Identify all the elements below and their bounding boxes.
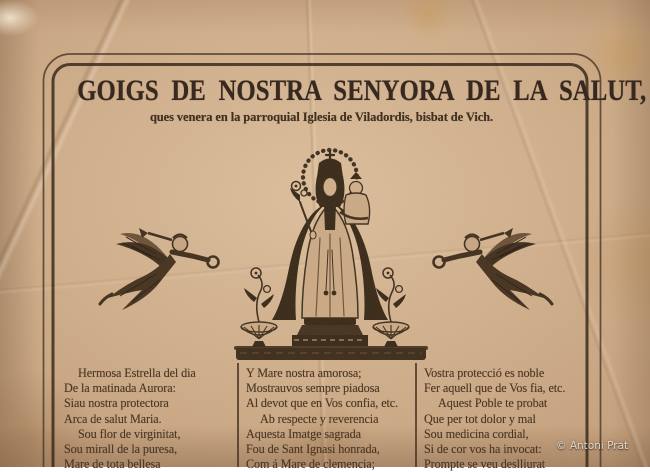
verse-line: Y Mare nostra amorosa;	[246, 366, 362, 380]
crown-icon	[317, 159, 343, 178]
verse-line: Sou medicina cordial,	[424, 426, 529, 441]
verse-column-3	[424, 366, 565, 472]
virgin-figure	[272, 150, 388, 320]
angel-right-icon	[426, 224, 556, 314]
verse-line: Que per tot dolor y mal	[424, 411, 536, 426]
verse-line: Fou de Sant Ignasi honrada,	[246, 441, 380, 456]
verse-line: Si de cor vos ha invocat:	[424, 441, 542, 456]
trumpet-icon	[480, 233, 504, 240]
verse-line: Mare de tota bellesa	[64, 457, 161, 472]
page-title: GOIGS DE NOSTRA SENYORA DE LA SALUT,	[77, 73, 647, 107]
page-subtitle: ques venera en la parroquial Iglesia de Viladordis, bisbat de Vich.	[149, 110, 494, 124]
verse-line: Siau nostra protectora	[64, 396, 169, 411]
verse-line: Arca de salut Maria.	[64, 411, 162, 426]
verse-line: Aquesta Imatge sagrada	[246, 426, 361, 441]
verse-line: Al devot que en Vos confia, etc.	[246, 396, 399, 411]
verse-column-2	[246, 366, 398, 472]
column-divider-rule	[237, 363, 239, 467]
verse-line: De la matinada Aurora:	[64, 381, 176, 396]
verse-line: Fer aquell que de Vos fia, etc.	[424, 381, 566, 396]
verse-line: Vostra protecció es noble	[424, 366, 545, 380]
verse-line: Sou flor de virginitat,	[78, 426, 181, 441]
verse-line: Aquest Poble te probat	[438, 396, 548, 411]
verse-line: Ab respecte y reverencia	[260, 411, 379, 426]
copyright-watermark: © Antoni Prat	[556, 440, 629, 452]
verse-line: Hermosa Estrella del dia	[78, 366, 196, 380]
verse-line: Mostrauvos sempre piadosa	[246, 381, 380, 396]
flower-vase-left	[241, 268, 277, 347]
verse-column-1	[64, 366, 196, 472]
verse-line: Sou mirall de la puresa,	[64, 441, 178, 456]
angel-figure	[434, 228, 553, 310]
verse-line: Com á Mare de clemencia;	[246, 457, 375, 472]
child-jesus-figure	[340, 172, 370, 224]
trumpet-icon	[148, 233, 172, 240]
angel-figure	[100, 228, 219, 310]
angel-left-icon	[96, 224, 226, 314]
column-divider-rule	[415, 363, 417, 467]
madonna-and-child-woodcut	[232, 142, 432, 362]
verse-line: Prompte se veu deslliurat	[424, 457, 546, 472]
